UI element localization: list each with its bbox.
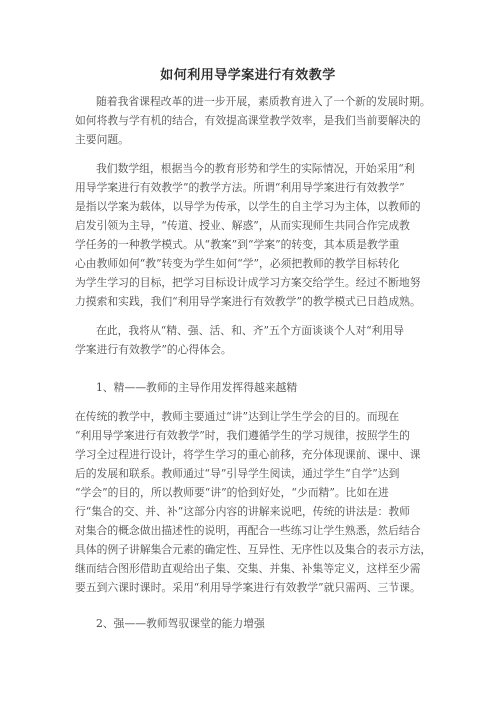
paragraph-line: 后的发展和联系。教师通过“导”引导学生阅读，通过学生“自学”达到: [75, 467, 400, 480]
paragraph-line: “利用导学案进行有效教学”时，我们遵循学生的学习规律，按照学生的: [75, 429, 410, 442]
paragraph-line: 在此，我将从“精、强、活、和、齐”五个方面谈谈个人对“利用导: [96, 324, 405, 337]
paragraph-line: 学任务的一种教学模式。从“教案”到“学案”的转变，其本质是教学重: [75, 238, 400, 251]
paragraph-line: 随着我省课程改革的进一步开展，素质教育进入了一个新的发展时期。: [96, 95, 431, 108]
paragraph-line: 主要问题。: [75, 133, 129, 146]
paragraph-line: “学会”的目的，所以教师要“讲”的恰到好处，“少而精”。比如在进: [75, 486, 389, 499]
paragraph-line: 如何将教与学有机的结合，有效提高课堂教学效率，是我们当前要解决的: [75, 114, 421, 127]
section-heading-2: 2、强——教师驾驭课堂的能力增强: [96, 617, 265, 630]
paragraph-section-1: [75, 407, 431, 597]
paragraph-line: 学习全过程进行设计，将学生学习的重心前移，充分体现课前、课中、课: [75, 448, 421, 461]
paragraph-line: 用导学案进行有效教学”的教学方法。所谓“利用导学案进行有效教学”: [75, 181, 405, 194]
document-title: 如何利用导学案进行有效教学: [160, 68, 336, 83]
paragraph-line: 启发引领为主导，“传道、授业、解惑”，从而实现师生共同合作完成教: [75, 219, 410, 232]
section-heading-1: 1、精——教师的主导作用发挥得越来越精: [96, 381, 298, 394]
paragraph-line: 为学生学习的目标，把学习目标设计成学习方案交给学生。经过不断地努: [75, 276, 421, 289]
paragraph-line: 行“集合的交、并、补”这部分内容的讲解来说吧，传统的讲法是：教师: [75, 505, 410, 518]
paragraph-line: 继而结合图形借助直观给出子集、交集、并集、补集等定义，这样至少需: [75, 562, 421, 575]
paragraph-overview: [75, 321, 431, 359]
paragraph-line: 力摸索和实践，我们“利用导学案进行有效教学”的教学模式已日趋成熟。: [75, 295, 421, 308]
paragraph-method: [75, 159, 431, 311]
paragraph-line: 具体的例子讲解集合元素的确定性、互异性、无序性以及集合的表示方法，: [75, 543, 431, 556]
paragraph-intro: [75, 92, 431, 149]
paragraph-line: 在传统的教学中，教师主要通过“讲”达到让学生学会的目的。而现在: [75, 410, 400, 423]
paragraph-line: 我们数学组，根据当今的教育形势和学生的实际情况，开始采用“利: [96, 162, 415, 175]
paragraph-line: 对集合的概念做出描述性的说明，再配合一些练习让学生熟悉，然后结合: [75, 524, 421, 537]
paragraph-line: 学案进行有效教学”的心得体会。: [75, 343, 232, 356]
paragraph-line: 是指以学案为载体，以导学为传承，以学生的自主学习为主体，以教师的: [75, 200, 421, 213]
paragraph-line: 心由教师如何“教”转变为学生如何“学”，必须把教师的教学目标转化: [75, 257, 400, 270]
paragraph-line: 要五到六课时课时。采用“利用导学案进行有效教学”就只需两、三节课。: [75, 581, 421, 594]
